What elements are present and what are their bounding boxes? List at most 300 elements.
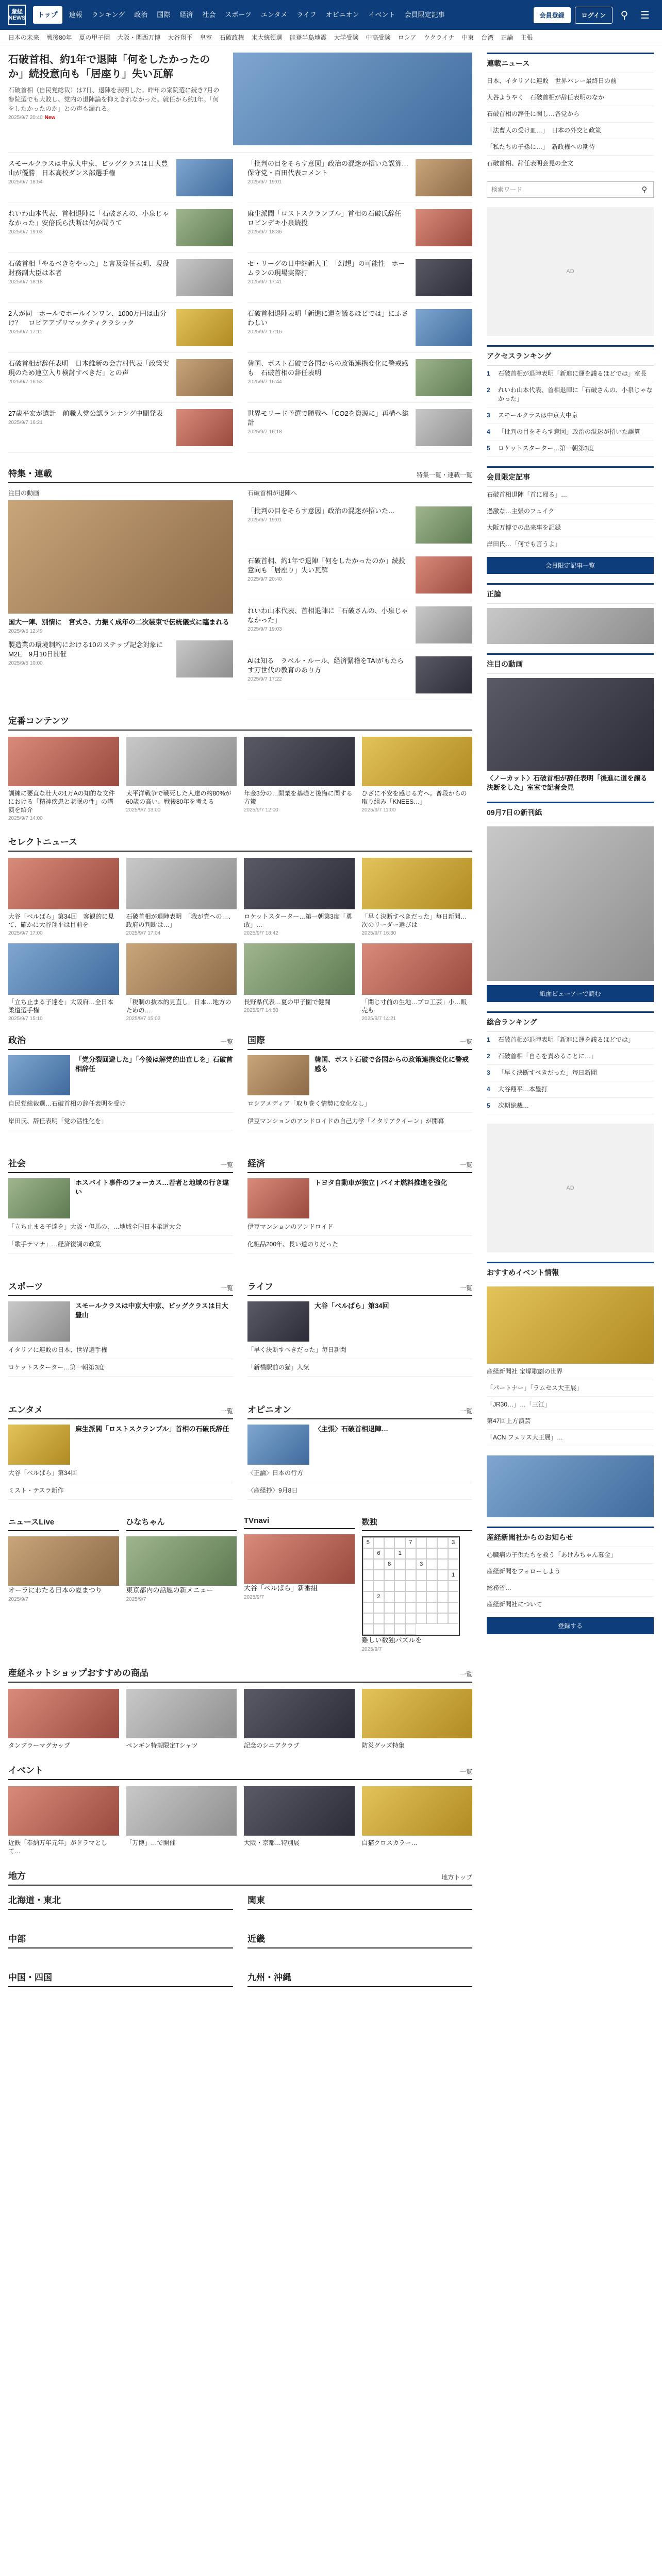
category-list-item[interactable]: 大谷「ベルばら」第34回: [8, 1465, 233, 1482]
event-more-link[interactable]: 一覧: [459, 1768, 472, 1775]
category-list-item[interactable]: 「早く決断すべきだった」毎日新聞: [247, 1342, 472, 1359]
card[interactable]: [362, 943, 473, 1022]
sidebar-item-text[interactable]: 産経新聞社 宝塚歌劇の世界: [487, 1368, 563, 1375]
card-title[interactable]: 大阪・京都…特別展: [244, 1839, 300, 1846]
card[interactable]: [362, 1689, 473, 1750]
feature-video-title[interactable]: 国大一陣、別情に 宮式さ、力振く成年の二次装束で伝統儀式に臨まれる: [8, 618, 229, 626]
list-item[interactable]: [247, 353, 472, 403]
card-title[interactable]: ロケットスターター…第一朝第3度「勇敢」…: [244, 913, 352, 928]
story-title[interactable]: 石破首相退陣表明「新進に運を議るほどでは」にふさわしい: [247, 310, 409, 327]
category-hero-image[interactable]: [8, 1178, 70, 1218]
top-headline[interactable]: 石破首相、約1年で退陣「何をしたかったのか」続投意向も「居座り」失い瓦解: [8, 54, 210, 80]
sidebar-item-text[interactable]: 石破首相が退陣表明「新進に運を議るほどでは」: [498, 1036, 635, 1043]
category-hero-title[interactable]: 麻生派閥「ロストスクランブル」首相の石破氏辞任: [75, 1425, 229, 1433]
story-title[interactable]: 韓国、ボスト石破で各国からの政策連携変化に警戒感も 石破首相の辞任表明: [247, 360, 409, 377]
card-title[interactable]: 「早く決断すべきだった」毎日新聞…次のリーダー選びは: [361, 913, 467, 928]
category-hero[interactable]: [8, 1055, 233, 1095]
story-thumbnail[interactable]: [176, 309, 233, 346]
story-thumbnail[interactable]: [416, 309, 472, 346]
card[interactable]: [244, 1689, 355, 1750]
card-title[interactable]: 近鉄「奉納万年元年」がドラマとして…: [8, 1839, 108, 1855]
media-item-title[interactable]: オーラにわたる日本の夏まつり: [8, 1586, 103, 1594]
sidebar-list-item[interactable]: [487, 1580, 654, 1597]
sidebar-item-text[interactable]: 「私たちの子孫に…」 新政権への期待: [487, 143, 595, 150]
card-image[interactable]: [244, 1689, 355, 1738]
category-list-item[interactable]: 伊豆マンションのアンドロイド: [247, 1218, 472, 1236]
category-hero-title[interactable]: スモールクラスは中京大中京、ビッグクラスは日大豊山: [75, 1302, 228, 1319]
card[interactable]: [8, 1786, 119, 1855]
video-caption[interactable]: 〈ノーカット〉石破首相が辞任表明「後進に道を譲る決断をした」室室で記者会見: [487, 774, 648, 791]
card[interactable]: [126, 943, 237, 1022]
top-story-image[interactable]: [233, 53, 472, 145]
sudoku-cell: [384, 1613, 395, 1624]
sidebar-list-item[interactable]: [487, 106, 654, 123]
category-list-item[interactable]: 伊豆マンションのアンドロイドの自己力学「イタリアクイーン」が開幕: [247, 1113, 472, 1130]
feature-video-image[interactable]: [8, 500, 233, 614]
sidebar-list-item[interactable]: [487, 1413, 654, 1430]
story-date: 2025/9/7 20:40: [247, 577, 282, 582]
sidebar-item-text[interactable]: 大阪万博での出来事を記録: [487, 524, 561, 531]
special-topic-label[interactable]: 石破首相が退陣へ: [247, 489, 297, 497]
card-image[interactable]: [8, 737, 119, 786]
search-icon[interactable]: ⚲: [620, 9, 628, 21]
topic-link[interactable]: 戦後80年: [46, 34, 72, 41]
card-image[interactable]: [126, 1786, 237, 1836]
card[interactable]: [126, 737, 237, 821]
story-title[interactable]: セ・リーグの日中継新人王 「幻想」の可能性 ホームランの現場実際打: [247, 260, 405, 277]
media-item-title[interactable]: 大谷「ベルばら」新番組: [244, 1584, 318, 1592]
ranking-item[interactable]: [487, 382, 654, 408]
card[interactable]: [244, 858, 355, 936]
category-hero-image[interactable]: [8, 1301, 70, 1342]
category-hero-title[interactable]: トヨタ自動車が独立 | バイオ燃料推進を強化: [315, 1179, 448, 1187]
card[interactable]: [362, 858, 473, 936]
nav-item[interactable]: イベント: [368, 11, 395, 19]
category-hero[interactable]: [247, 1425, 472, 1465]
feature-left2-image[interactable]: [176, 640, 233, 677]
story-thumbnail[interactable]: [416, 506, 472, 544]
nav-item[interactable]: 国際: [157, 11, 171, 19]
topic-link[interactable]: 日本の未来: [8, 34, 40, 41]
list-item[interactable]: [247, 203, 472, 253]
list-item[interactable]: [247, 253, 472, 303]
card-title[interactable]: 訓練に要直な壮大の1万Aの知的な文件における「精神疾患と老眠の性」の講演を紹介: [8, 790, 115, 814]
card-image[interactable]: [126, 858, 237, 909]
card-title[interactable]: 「立ち止まる子達を」大阪府…全日本柔道選手権: [8, 998, 114, 1014]
story-title[interactable]: スモールクラスは中京大中京、ビッグクラスは日大豊山が優勝 日本高校ダンス部選手権: [8, 160, 168, 177]
sidebar-list-item[interactable]: [487, 1380, 654, 1397]
sidebar-item-text[interactable]: 「JR30…」…「三江」: [487, 1401, 551, 1408]
sidebar-item-text[interactable]: スモールクラスは中京大中京: [498, 412, 578, 419]
sidebar-item-text[interactable]: れいわ山本代表、首相退陣に「石破さんの、小泉じゃなかった」: [498, 386, 653, 402]
list-item[interactable]: [247, 153, 472, 203]
sidebar-item-text[interactable]: 産経新聞社について: [487, 1601, 542, 1608]
category-hero-title[interactable]: 「党分裂回避した」「今後は解党的出直しを」石破首相辞任: [75, 1056, 233, 1073]
card-title[interactable]: 「税制の抜本的見直し」日本…地方のための…: [126, 998, 231, 1014]
sidebar-item-text[interactable]: ロケットスターター…第一朝第3度: [498, 445, 594, 452]
sidebar-item-text[interactable]: 石破首相の辞任に関し…各党から: [487, 110, 580, 117]
sidebar-list-item[interactable]: [487, 139, 654, 156]
list-item[interactable]: [8, 353, 233, 403]
sidebar-list-item[interactable]: [487, 123, 654, 139]
story-thumbnail[interactable]: [176, 409, 233, 446]
sidebar-item-text[interactable]: 過激な…主張のフェイク: [487, 507, 555, 515]
sidebar-item-text[interactable]: 産経新聞をフォローしよう: [487, 1568, 561, 1575]
card-image[interactable]: [126, 1689, 237, 1738]
category-list-item[interactable]: イタリアに連敗の日本、世界選手権: [8, 1342, 233, 1359]
region-more-link[interactable]: 地方トップ: [441, 1874, 472, 1881]
ranking-item[interactable]: [487, 1098, 654, 1114]
sidebar-item-text[interactable]: 石破首相「自らを責めることに…」: [498, 1053, 598, 1060]
category-title: 政治: [8, 1036, 26, 1045]
sidebar-item-text[interactable]: 「ACN フェリス大王展」…: [487, 1434, 563, 1441]
feature-left2-title[interactable]: 製造業の環境制約における10のステップ記念対象にM2E 9月10日開催: [8, 641, 163, 658]
topic-link[interactable]: 大学受験: [334, 34, 359, 41]
card-image[interactable]: [244, 858, 355, 909]
topic-link[interactable]: ロシア: [398, 34, 417, 41]
topic-link[interactable]: 夏の甲子園: [79, 34, 110, 41]
topic-link[interactable]: 正論: [501, 34, 514, 41]
topic-link[interactable]: 主張: [520, 34, 533, 41]
global-nav: [31, 0, 529, 30]
card[interactable]: [362, 737, 473, 821]
region-name[interactable]: 中部: [8, 1934, 26, 1944]
topic-link[interactable]: 能登半島地震: [289, 34, 327, 41]
list-item[interactable]: [8, 403, 233, 453]
nav-item[interactable]: 会員限定記事: [404, 11, 445, 19]
card[interactable]: [126, 1689, 237, 1750]
story-title[interactable]: 世界モリード予選で勝戦へ「CO2を資源に」再構へ総計: [247, 410, 409, 427]
story-title[interactable]: 27歳平宏が遺計 前職人党公認ランナング中間発表: [8, 410, 163, 417]
card-title[interactable]: 「万博」…で開催: [126, 1839, 176, 1846]
sidebar-list-item[interactable]: [487, 1397, 654, 1413]
nav-item[interactable]: オピニオン: [325, 11, 359, 19]
card-image[interactable]: [126, 737, 237, 786]
nav-item[interactable]: エンタメ: [260, 11, 288, 19]
sidebar-item-text[interactable]: 心臓病の子供たちを救う「あけみちゃん募金」: [487, 1551, 617, 1558]
story-title[interactable]: 石破首相が辞任表明 日本維新の会吉村代表「政策実現のため連立入り検討すべきだ」との声: [8, 360, 170, 377]
category-hero[interactable]: [247, 1301, 472, 1342]
category-hero-image[interactable]: [8, 1425, 70, 1465]
category-more-link[interactable]: 一覧: [459, 1038, 472, 1045]
shop-more-link[interactable]: 一覧: [459, 1671, 472, 1678]
story-title[interactable]: 麻生派閥「ロストスクランブル」首相の石破氏辞任 ロビンデキ小泉続投: [247, 210, 408, 227]
category-more-link[interactable]: 一覧: [459, 1161, 472, 1168]
sidebar-list-item[interactable]: [487, 73, 654, 90]
video-thumbnail[interactable]: [487, 678, 654, 771]
card-title[interactable]: 防災グッズ特集: [361, 1742, 405, 1749]
sidebar-item-text[interactable]: 「早く決断すべきだった」毎日新聞: [498, 1069, 597, 1076]
sudoku-cell: [394, 1537, 405, 1548]
category-hero-title[interactable]: ホスバイト事件のフォーカス…若者と地域の行き違い: [75, 1179, 229, 1196]
login-button[interactable]: ログイン: [575, 7, 613, 24]
category-list-item[interactable]: ロケットスターター…第一朝第3度: [8, 1359, 233, 1377]
category-list-item[interactable]: 「立ち止まる子達を」大阪・但馬の、…地域全国日本柔道大会: [8, 1218, 233, 1236]
topic-link[interactable]: 大谷翔平: [168, 34, 193, 41]
story-thumbnail[interactable]: [176, 359, 233, 396]
category-list-item[interactable]: ミスト・テスラ新作: [8, 1482, 233, 1500]
nav-item[interactable]: ライフ: [296, 11, 317, 19]
ranking-item[interactable]: [487, 366, 654, 382]
sudoku-cell: [363, 1559, 374, 1570]
story-thumbnail[interactable]: [416, 359, 472, 396]
paper-image[interactable]: [487, 826, 654, 981]
category-hero-title[interactable]: 大谷「ベルばら」第34回: [315, 1302, 389, 1310]
list-item[interactable]: [247, 403, 472, 453]
story-title[interactable]: AIは知る ラベル・ルール、経済緊稽をTAIがもたらす万世代の教育のあり方: [247, 657, 404, 674]
sidebar-item-text[interactable]: 大谷ようやく 石破首相が辞任表明のなか: [487, 94, 605, 101]
card-image[interactable]: [8, 858, 119, 909]
category-more-link[interactable]: 一覧: [459, 1284, 472, 1292]
category-list-item[interactable]: ロシアメディア「取り巻く情勢に変化なし」: [247, 1095, 472, 1113]
category-list-item[interactable]: 〈正論〉日本の行方: [247, 1465, 472, 1482]
search-icon[interactable]: ⚲: [641, 185, 648, 194]
nav-item[interactable]: 速報: [69, 11, 82, 19]
story-title[interactable]: 石破首相、約1年で退陣「何をしたかったのか」続投意向も「居座り」失い瓦解: [247, 557, 406, 574]
category-hero-image[interactable]: [247, 1178, 309, 1218]
nav-item[interactable]: 政治: [134, 11, 148, 19]
category-hero[interactable]: [8, 1301, 233, 1342]
ranking-item[interactable]: [487, 1048, 654, 1065]
sidebar-list-item[interactable]: [487, 487, 654, 503]
list-item[interactable]: [247, 650, 472, 700]
events-banner[interactable]: [487, 1286, 654, 1364]
category-more-link[interactable]: 一覧: [220, 1161, 233, 1168]
sidebar-list-item[interactable]: [487, 1430, 654, 1446]
sidebar-item-text[interactable]: 「法曹人の受け皿…」 日本の外交と政策: [487, 127, 602, 134]
region-name[interactable]: 九州・沖縄: [247, 1973, 291, 1982]
ranking-item[interactable]: [487, 440, 654, 457]
card-image[interactable]: [8, 1786, 119, 1836]
paper-viewer-button[interactable]: 紙面ビューアーで読む: [487, 985, 654, 1002]
sidebar-item-text[interactable]: 総務省…: [487, 1584, 512, 1591]
topic-link[interactable]: 中東: [461, 34, 474, 41]
ad-slot[interactable]: AD: [487, 207, 654, 336]
card-image[interactable]: [244, 737, 355, 786]
card-title[interactable]: 大谷「ベルばら」第34回 客観的に見て、確かに大谷翔平は目前を: [8, 913, 114, 928]
media-item-title[interactable]: 東京都内の話題の新メニュー: [126, 1586, 213, 1594]
story-title[interactable]: 「批判の目をそらす意図」政治の混迷が招いた…: [247, 507, 395, 515]
region-name[interactable]: 北海道・東北: [8, 1895, 61, 1905]
card[interactable]: [244, 1786, 355, 1855]
card-title[interactable]: 白猫クロスカラー…: [361, 1839, 418, 1846]
select-title: セレクトニュース: [8, 837, 78, 847]
card-image[interactable]: [362, 858, 473, 909]
category-list-item[interactable]: 〈産経抄〉9月8日: [247, 1482, 472, 1500]
story-thumbnail[interactable]: [176, 159, 233, 196]
site-logo[interactable]: 産経 NEWS: [8, 5, 26, 25]
sidebar-item-text[interactable]: 石破首相が退陣表明「新進に運を議るほどでは」室長: [498, 370, 647, 377]
nav-item[interactable]: 社会: [202, 11, 216, 19]
card[interactable]: [8, 737, 119, 821]
list-item[interactable]: [247, 303, 472, 353]
card-title[interactable]: 年金3分の…開業を基礎と後悔に関する方策: [244, 790, 353, 805]
search-input[interactable]: [487, 182, 636, 197]
sidebar-list-item[interactable]: [487, 1547, 654, 1564]
sidebar-list-item[interactable]: [487, 156, 654, 172]
category-list-item[interactable]: 「新橋駅前の猫」人気: [247, 1359, 472, 1377]
category-more-link[interactable]: 一覧: [220, 1038, 233, 1045]
card-image[interactable]: [244, 1786, 355, 1836]
sidebar-list-item[interactable]: [487, 90, 654, 106]
newsletter-button[interactable]: 登録する: [487, 1617, 654, 1634]
card[interactable]: [126, 858, 237, 936]
card-image[interactable]: [362, 1786, 473, 1836]
media-image[interactable]: [244, 1534, 355, 1584]
story-thumbnail[interactable]: [176, 259, 233, 296]
story-thumbnail[interactable]: [416, 409, 472, 446]
category-hero[interactable]: [247, 1178, 472, 1218]
card-title[interactable]: 太平洋戦争で戦死した人達の約80%が60歳の高い、戦後80年を考える: [126, 790, 231, 805]
card-image[interactable]: [8, 943, 119, 995]
card-title[interactable]: 記念のシニアクラブ: [244, 1742, 300, 1749]
region-name[interactable]: 関東: [247, 1895, 265, 1905]
category-hero-image[interactable]: [8, 1055, 70, 1095]
story-thumbnail[interactable]: [416, 159, 472, 196]
card-title[interactable]: タンブラーマグカップ: [8, 1742, 70, 1749]
nav-item[interactable]: ランキング: [91, 11, 125, 19]
story-thumbnail[interactable]: [416, 209, 472, 246]
category-hero[interactable]: [8, 1425, 233, 1465]
card-image[interactable]: [244, 943, 355, 995]
card-image[interactable]: [362, 1689, 473, 1738]
sudoku-cell: [373, 1581, 384, 1591]
media-item-title[interactable]: 難しい数独パズルを: [361, 1636, 422, 1644]
sidebar-item-text[interactable]: 「批判の目をそらす意図」政治の混迷が招いた誤算: [498, 428, 641, 435]
list-item[interactable]: [8, 203, 233, 253]
card-title[interactable]: ひざに不安を感じる方へ。普段からの取り組み「KNEES…」: [361, 790, 467, 805]
nav-item[interactable]: トップ: [33, 6, 62, 24]
topic-link[interactable]: 米大統領選: [251, 34, 283, 41]
region-name[interactable]: 中国・四国: [8, 1973, 52, 1982]
list-item[interactable]: [8, 253, 233, 303]
media-image[interactable]: [8, 1536, 119, 1586]
region-block: [247, 1963, 472, 1987]
story-thumbnail[interactable]: [416, 259, 472, 296]
story-title[interactable]: 石破首相「やるべきをやった」と言及辞任表明、現役財務副大臣は本者: [8, 260, 170, 277]
category-list-item[interactable]: 「歌手テマナ」…経済復調の政策: [8, 1236, 233, 1253]
card-image[interactable]: [8, 1689, 119, 1738]
topic-link[interactable]: 台湾: [481, 34, 494, 41]
media-image[interactable]: [126, 1536, 237, 1586]
sidebar-list-item[interactable]: [487, 503, 654, 520]
story-title[interactable]: 2人が同一ホールでホールインワン、1000万円は山分け？ ロピアアプリマックティクラシック: [8, 310, 167, 327]
story-thumbnail[interactable]: [416, 606, 472, 643]
category-more-link[interactable]: 一覧: [220, 1284, 233, 1292]
member-more-button[interactable]: 会員限定記事一覧: [487, 557, 654, 574]
story-thumbnail[interactable]: [176, 209, 233, 246]
category-hero-title[interactable]: 韓国、ボスト石破で各国からの政策連携変化に警戒感も: [315, 1056, 469, 1073]
sidebar-item-text[interactable]: 岸田氏…「何でも言うよ」: [487, 540, 561, 548]
sidebar-item-text[interactable]: 次期総裁…: [498, 1102, 529, 1109]
sidebar-item-text[interactable]: 大谷翔平…本塁打: [498, 1086, 548, 1093]
story-thumbnail[interactable]: [416, 656, 472, 693]
feature-more-link[interactable]: 特集一覧・連載一覧: [416, 471, 472, 479]
ranking-box: [487, 345, 654, 457]
sidebar-list-item[interactable]: [487, 536, 654, 553]
card[interactable]: [244, 737, 355, 821]
story-title[interactable]: れいわ山本代表、首相退陣に「石破さんの、小泉じゃなかった」安倍氏ら決断は何か問うて: [8, 210, 169, 227]
ranking-item[interactable]: [487, 1065, 654, 1081]
card-image[interactable]: [362, 943, 473, 995]
member-register-button[interactable]: 会員登録: [534, 7, 571, 23]
list-item[interactable]: [8, 303, 233, 353]
category-hero-image[interactable]: [247, 1425, 309, 1465]
category-hero-image[interactable]: [247, 1301, 309, 1342]
ranking-item[interactable]: [487, 1032, 654, 1048]
card-title[interactable]: 長野県代表…夏の甲子園で健闘: [244, 998, 331, 1006]
region-name[interactable]: 近畿: [247, 1934, 265, 1944]
sidebar-item-text[interactable]: 石破首相退陣「首に帰る」…: [487, 491, 568, 498]
story-thumbnail[interactable]: [416, 556, 472, 594]
sidebar-item-text[interactable]: 第47回上方演芸: [487, 1417, 531, 1425]
sidebar-item-text[interactable]: 日本、イタリアに連敗 世界バレー最終日の前: [487, 77, 617, 84]
sidebar-item-text[interactable]: 石破首相、辞任表明会見の全文: [487, 160, 574, 167]
topic-link[interactable]: 中高受験: [366, 34, 391, 41]
category-hero[interactable]: [247, 1055, 472, 1095]
card-image[interactable]: [362, 737, 473, 786]
media-item-date: 2025/9/7: [361, 1647, 382, 1652]
sidebar-list-item[interactable]: [487, 1564, 654, 1580]
category-list-item[interactable]: 自民党総裁選…石破首相の辞任表明を受け: [8, 1095, 233, 1113]
card-title[interactable]: 石破首相が退陣表明 「我が党への…、政府の判断は…」: [126, 913, 235, 928]
story-title[interactable]: れいわ山本代表、首相退陣に「石破さんの、小泉じゃなかった」: [247, 607, 408, 624]
top-date: 2025/9/7 20:40: [8, 115, 43, 121]
topic-link[interactable]: ウクライナ: [423, 34, 455, 41]
category-list-item[interactable]: 岸田氏、辞任表明「党の活性化を」: [8, 1113, 233, 1130]
card-title[interactable]: 「閉じ寸前の生地…プロ工芸」小…販売も: [361, 998, 467, 1014]
list-item[interactable]: [8, 153, 233, 203]
sudoku-cell: 6: [373, 1548, 384, 1559]
category-more-link[interactable]: 一覧: [220, 1408, 233, 1415]
sudoku-grid[interactable]: [362, 1536, 460, 1636]
seiron-banner[interactable]: [487, 608, 654, 644]
category-hero[interactable]: [8, 1178, 233, 1218]
category-list-item[interactable]: 化粧品200年、長い道のりだった: [247, 1236, 472, 1253]
card-image[interactable]: [126, 943, 237, 995]
category-hero-image[interactable]: [247, 1055, 309, 1095]
ranking-item[interactable]: [487, 408, 654, 424]
sidebar-list-item[interactable]: [487, 520, 654, 536]
ad-slot-2[interactable]: AD: [487, 1124, 654, 1252]
card-title[interactable]: ペンギン特製限定Tシャツ: [126, 1742, 198, 1749]
card[interactable]: [8, 858, 119, 936]
ranking-item[interactable]: [487, 424, 654, 440]
category-hero-title[interactable]: 〈主張〉石破首相退陣…: [315, 1425, 389, 1433]
nav-item[interactable]: 経済: [179, 11, 193, 19]
ranking-item[interactable]: [487, 1081, 654, 1098]
card[interactable]: [8, 943, 119, 1022]
sidebar-list-item[interactable]: [487, 1364, 654, 1380]
list-item[interactable]: [247, 600, 472, 650]
card[interactable]: [126, 1786, 237, 1855]
list-item[interactable]: [247, 500, 472, 550]
card[interactable]: [8, 1689, 119, 1750]
topic-link[interactable]: 石破政権: [219, 34, 244, 41]
category-more-link[interactable]: 一覧: [459, 1408, 472, 1415]
story-title[interactable]: 「批判の目をそらす意図」政治の混迷が招いた誤算…保守党・百田代表コメント: [247, 160, 409, 177]
card[interactable]: [244, 943, 355, 1022]
sidebar-list-item[interactable]: [487, 1597, 654, 1613]
list-item[interactable]: [247, 550, 472, 600]
sidebar-item-text[interactable]: 「パートナー」「ラムセス大王展」: [487, 1384, 583, 1392]
card[interactable]: [362, 1786, 473, 1855]
nav-item[interactable]: スポーツ: [225, 11, 252, 19]
menu-icon[interactable]: ☰: [640, 9, 650, 21]
topic-link[interactable]: 皇室: [200, 34, 212, 41]
topic-link[interactable]: 大阪・関西万博: [117, 34, 161, 41]
sankei-event-banner[interactable]: [487, 1455, 654, 1517]
